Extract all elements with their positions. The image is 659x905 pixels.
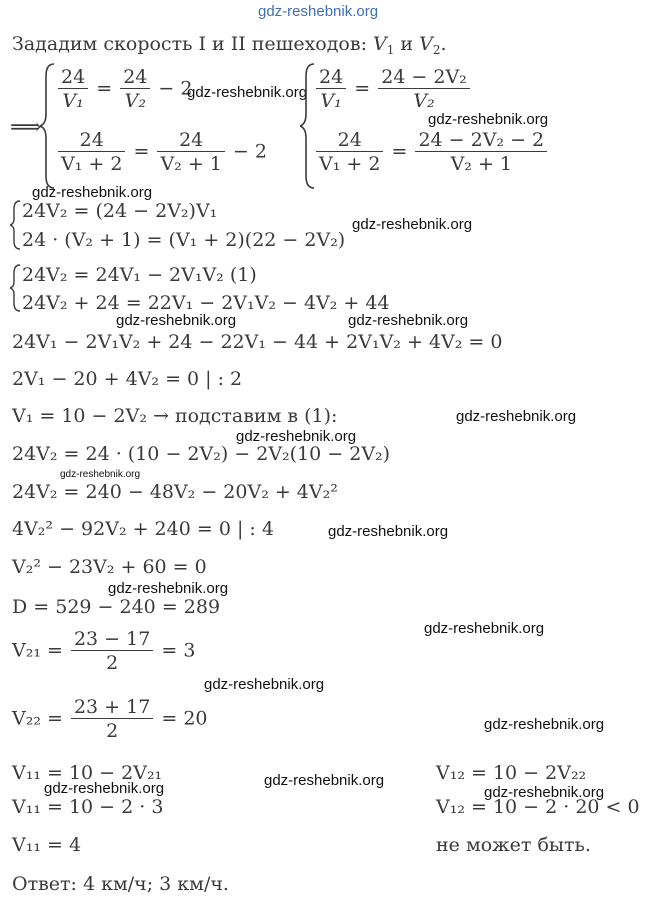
fraction: $\frac{23 - 17}{2}$ <box>71 628 153 675</box>
fraction: $\frac{24}{\text{V₁}}$ <box>58 66 88 113</box>
system4-brace <box>10 263 22 313</box>
watermark: gdz-reshebnik.org <box>352 216 473 233</box>
watermark: gdz-reshebnik.org <box>428 111 549 128</box>
system1-eq2: $\frac{24}{\text{V₁ + 2}}$ = $\frac{24}{\text{V₂ + 1}}$ − 2 <box>56 129 267 176</box>
equation-line: не может быть. <box>436 834 591 856</box>
fraction: $\frac{23 + 17}{2}$ <box>71 696 153 743</box>
system3-brace <box>10 199 22 251</box>
system2-eq1: $\frac{24}{\text{V₁}}$ = $\frac{\text{24 − 2V₂}}{\text{V₂}}$ <box>314 66 472 113</box>
watermark: gdz-reshebnik.org <box>204 676 325 693</box>
equation-line: V₁₁ = 10 − 2V₂₁ <box>12 762 163 784</box>
v1-sub: 1 <box>386 43 395 57</box>
watermark: gdz-reshebnik.org <box>32 184 153 201</box>
system1-brace <box>40 62 56 190</box>
equation-line: 24V₂ = 24 · (10 − 2V₂) − 2V₂(10 − 2V₂) <box>12 443 391 465</box>
system4-eq1: 24V₂ = 24V₁ − 2V₁V₂ (1) <box>22 264 257 286</box>
intro-end: . <box>440 33 447 55</box>
system2-eq2: $\frac{24}{\text{V₁ + 2}}$ = $\frac{\text{24 − 2V₂ − 2}}{\text{V₂ + 1}}$ <box>314 129 549 176</box>
fraction: $\frac{24}{\text{V₁ + 2}}$ <box>58 129 125 176</box>
root1-line: V₂₁ = $\frac{23 - 17}{2}$ = 3 <box>12 628 196 674</box>
watermark: gdz-reshebnik.org <box>187 84 308 101</box>
system4-eq2: 24V₂ + 24 = 22V₁ − 2V₁V₂ − 4V₂ + 44 <box>22 292 390 314</box>
equation-line: V₁ = 10 − 2V₂ → подставим в (1): <box>12 405 338 427</box>
v2-sub: 2 <box>432 43 441 57</box>
system1-eq1: $\frac{24}{\text{V₁}}$ = $\frac{24}{\text{V₂}}$ − 2 <box>56 66 192 113</box>
system3-eq1: 24V₂ = (24 − 2V₂)V₁ <box>22 200 218 222</box>
equation-line: 4V₂² − 92V₂ + 240 = 0 | : 4 <box>12 518 274 540</box>
equation-line: V₁₁ = 10 − 2 · 3 <box>12 796 164 818</box>
system3-eq2: 24 · (V₂ + 1) = (V₁ + 2)(22 − 2V₂) <box>22 229 346 251</box>
fraction: $\frac{\text{24 − 2V₂ − 2}}{\text{V₂ + 1}}$ <box>415 129 547 176</box>
fraction: $\frac{\text{24 − 2V₂}}{\text{V₂}}$ <box>378 66 470 113</box>
fraction: $\frac{24}{\text{V₁}}$ <box>316 66 346 113</box>
answer-line: Ответ: 4 км/ч; 3 км/ч. <box>12 873 229 895</box>
watermark: gdz-reshebnik.org <box>348 312 469 329</box>
watermark: gdz-reshebnik.org <box>264 772 385 789</box>
equation-line: D = 529 − 240 = 289 <box>12 596 221 618</box>
watermark-top: gdz-reshebnik.org <box>258 3 379 20</box>
watermark: gdz-reshebnik.org <box>236 428 357 445</box>
fraction: $\frac{24}{\text{V₂ + 1}}$ <box>157 129 224 176</box>
root2-line: V₂₂ = $\frac{23 + 17}{2}$ = 20 <box>12 696 208 742</box>
watermark: gdz-reshebnik.org <box>108 580 229 597</box>
watermark: gdz-reshebnik.org <box>484 716 605 733</box>
watermark: gdz-reshebnik.org <box>484 784 605 801</box>
intro-line <box>12 33 447 55</box>
equation-line: V₁₂ = 10 − 2 · 20 < 0 <box>436 796 640 818</box>
fraction: $\frac{24}{\text{V₁ + 2}}$ <box>316 129 383 176</box>
watermark: gdz-reshebnik.org <box>60 469 141 480</box>
equation-line: 24V₂ = 240 − 48V₂ − 20V₂ + 4V₂² <box>12 481 338 503</box>
watermark: gdz-reshebnik.org <box>44 780 165 797</box>
v1-symbol: V <box>373 33 387 55</box>
equation-line: V₂² − 23V₂ + 60 = 0 <box>12 556 207 578</box>
watermark: gdz-reshebnik.org <box>424 620 545 637</box>
v2-symbol: V <box>419 33 433 55</box>
intro-text: Зададим скорость I и II пешеходов: <box>12 33 374 55</box>
watermark: gdz-reshebnik.org <box>328 523 449 540</box>
intro-and: и <box>394 33 420 55</box>
watermark: gdz-reshebnik.org <box>116 312 237 329</box>
fraction: $\frac{24}{\text{V₂}}$ <box>120 66 150 113</box>
equation-line: V₁₁ = 4 <box>12 834 82 856</box>
implies-arrow: ⟹ <box>10 115 42 140</box>
equation-line: 2V₁ − 20 + 4V₂ = 0 | : 2 <box>12 368 243 390</box>
watermark: gdz-reshebnik.org <box>456 408 577 425</box>
equation-line: 24V₁ − 2V₁V₂ + 24 − 22V₁ − 44 + 2V₁V₂ + 4V₂ = 0 <box>12 331 503 353</box>
equation-line: V₁₂ = 10 − 2V₂₂ <box>436 762 587 784</box>
